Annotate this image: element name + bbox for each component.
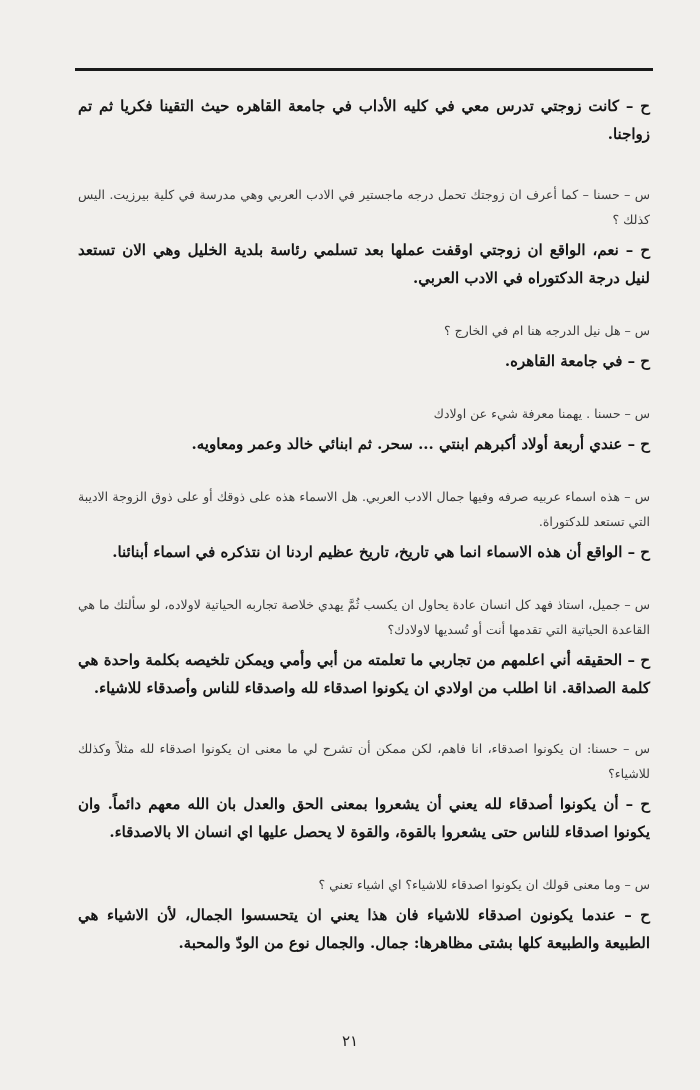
question-3: س – هل نيل الدرجه هنا ام في الخارج ؟ xyxy=(443,323,650,338)
answer-7: ح – أن يكونوا أصدقاء لله يعني أن يشعروا بمعنى الحق والعدل بان الله معهم دائماً. وان يكونوا اصدقاء للناس حتى يشعروا بالقوة، والقوة لا يحصل عليها اي انسان الا بالاصدقاء. xyxy=(78,795,650,841)
question-7: س – حسنا: ان يكونوا اصدقاء، انا فاهم، لكن ممكن أن تشرح لي ما معنى ان يكونوا اصدقاء لله مثلاً وكذلك للاشياء؟ xyxy=(78,741,650,781)
page-number: ٢١ xyxy=(341,1032,359,1050)
answer-5: ح – الواقع أن هذه الاسماء انما هي تاريخ، تاريخ عظيم اردنا ان نتذكره في اسماء أبنائنا. xyxy=(112,543,650,561)
question-6: س – جميل، استاذ فهد كل انسان عادة يحاول ان يكسب ثُمَّ يهدي خلاصة تجاربه الحياتية لاولاده، لو سألتك ما هي القاعدة الحياتية التي تقدمها أنت أو تُسديها لاولادك؟ xyxy=(78,597,650,637)
question-5: س – هذه اسماء عربيه صرفه وفيها جمال الادب العربي. هل الاسماء هذه على ذوقك أو على ذوق الزوجة الاديبة التي تستعد للدكتوراة. xyxy=(78,489,650,529)
question-8: س – وما معنى قولك ان يكونوا اصدقاء للاشياء؟ اي اشياء تعني ؟ xyxy=(318,877,650,892)
answer-8: ح – عندما يكونون اصدقاء للاشياء فان هذا يعني ان يتحسسوا الجمال، لأن الاشياء هي الطبيعة والطبيعة كلها بشتى مظاهرها: جمال. والجمال نوع من الودّ والمحبة. xyxy=(78,906,650,952)
answer-2: ح – نعم، الواقع ان زوجتي اوقفت عملها بعد تسلمي رئاسة بلدية الخليل وهي الان تستعد لنيل درجة الدكتوراه في الادب العربي. xyxy=(78,241,650,287)
question-4: س – حسنا . يهمنا معرفة شيء عن اولادك xyxy=(433,406,650,421)
answer-6: ح – الحقيقه أني اعلمهم من تجاربي ما تعلمته من أبي وأمي ويمكن تلخيصه بكلمة واحدة هي كلمة الصداقة. انا اطلب من اولادي ان يكونوا اصدقاء لله واصدقاء للناس وأصدقاء للاشياء. xyxy=(78,651,650,697)
question-2: س – حسنا – كما أعرف ان زوجتك تحمل درجه ماجستير في الادب العربي وهي مدرسة في كلية بيرزيت. اليس كذلك ؟ xyxy=(78,187,650,227)
answer-3: ح – في جامعة القاهره. xyxy=(504,352,650,370)
header-rule xyxy=(75,68,653,71)
interview-text xyxy=(78,92,650,957)
answer-4: ح – عندي أربعة أولاد أكبرهم ابنتي ... سحر. ثم ابنائي خالد وعمر ومعاويه. xyxy=(191,435,650,453)
answer-1: ح – كانت زوجتي تدرس معي في كليه الأداب في جامعة القاهره حيث التقينا فكريا ثم تم زواجنا. xyxy=(78,97,650,143)
